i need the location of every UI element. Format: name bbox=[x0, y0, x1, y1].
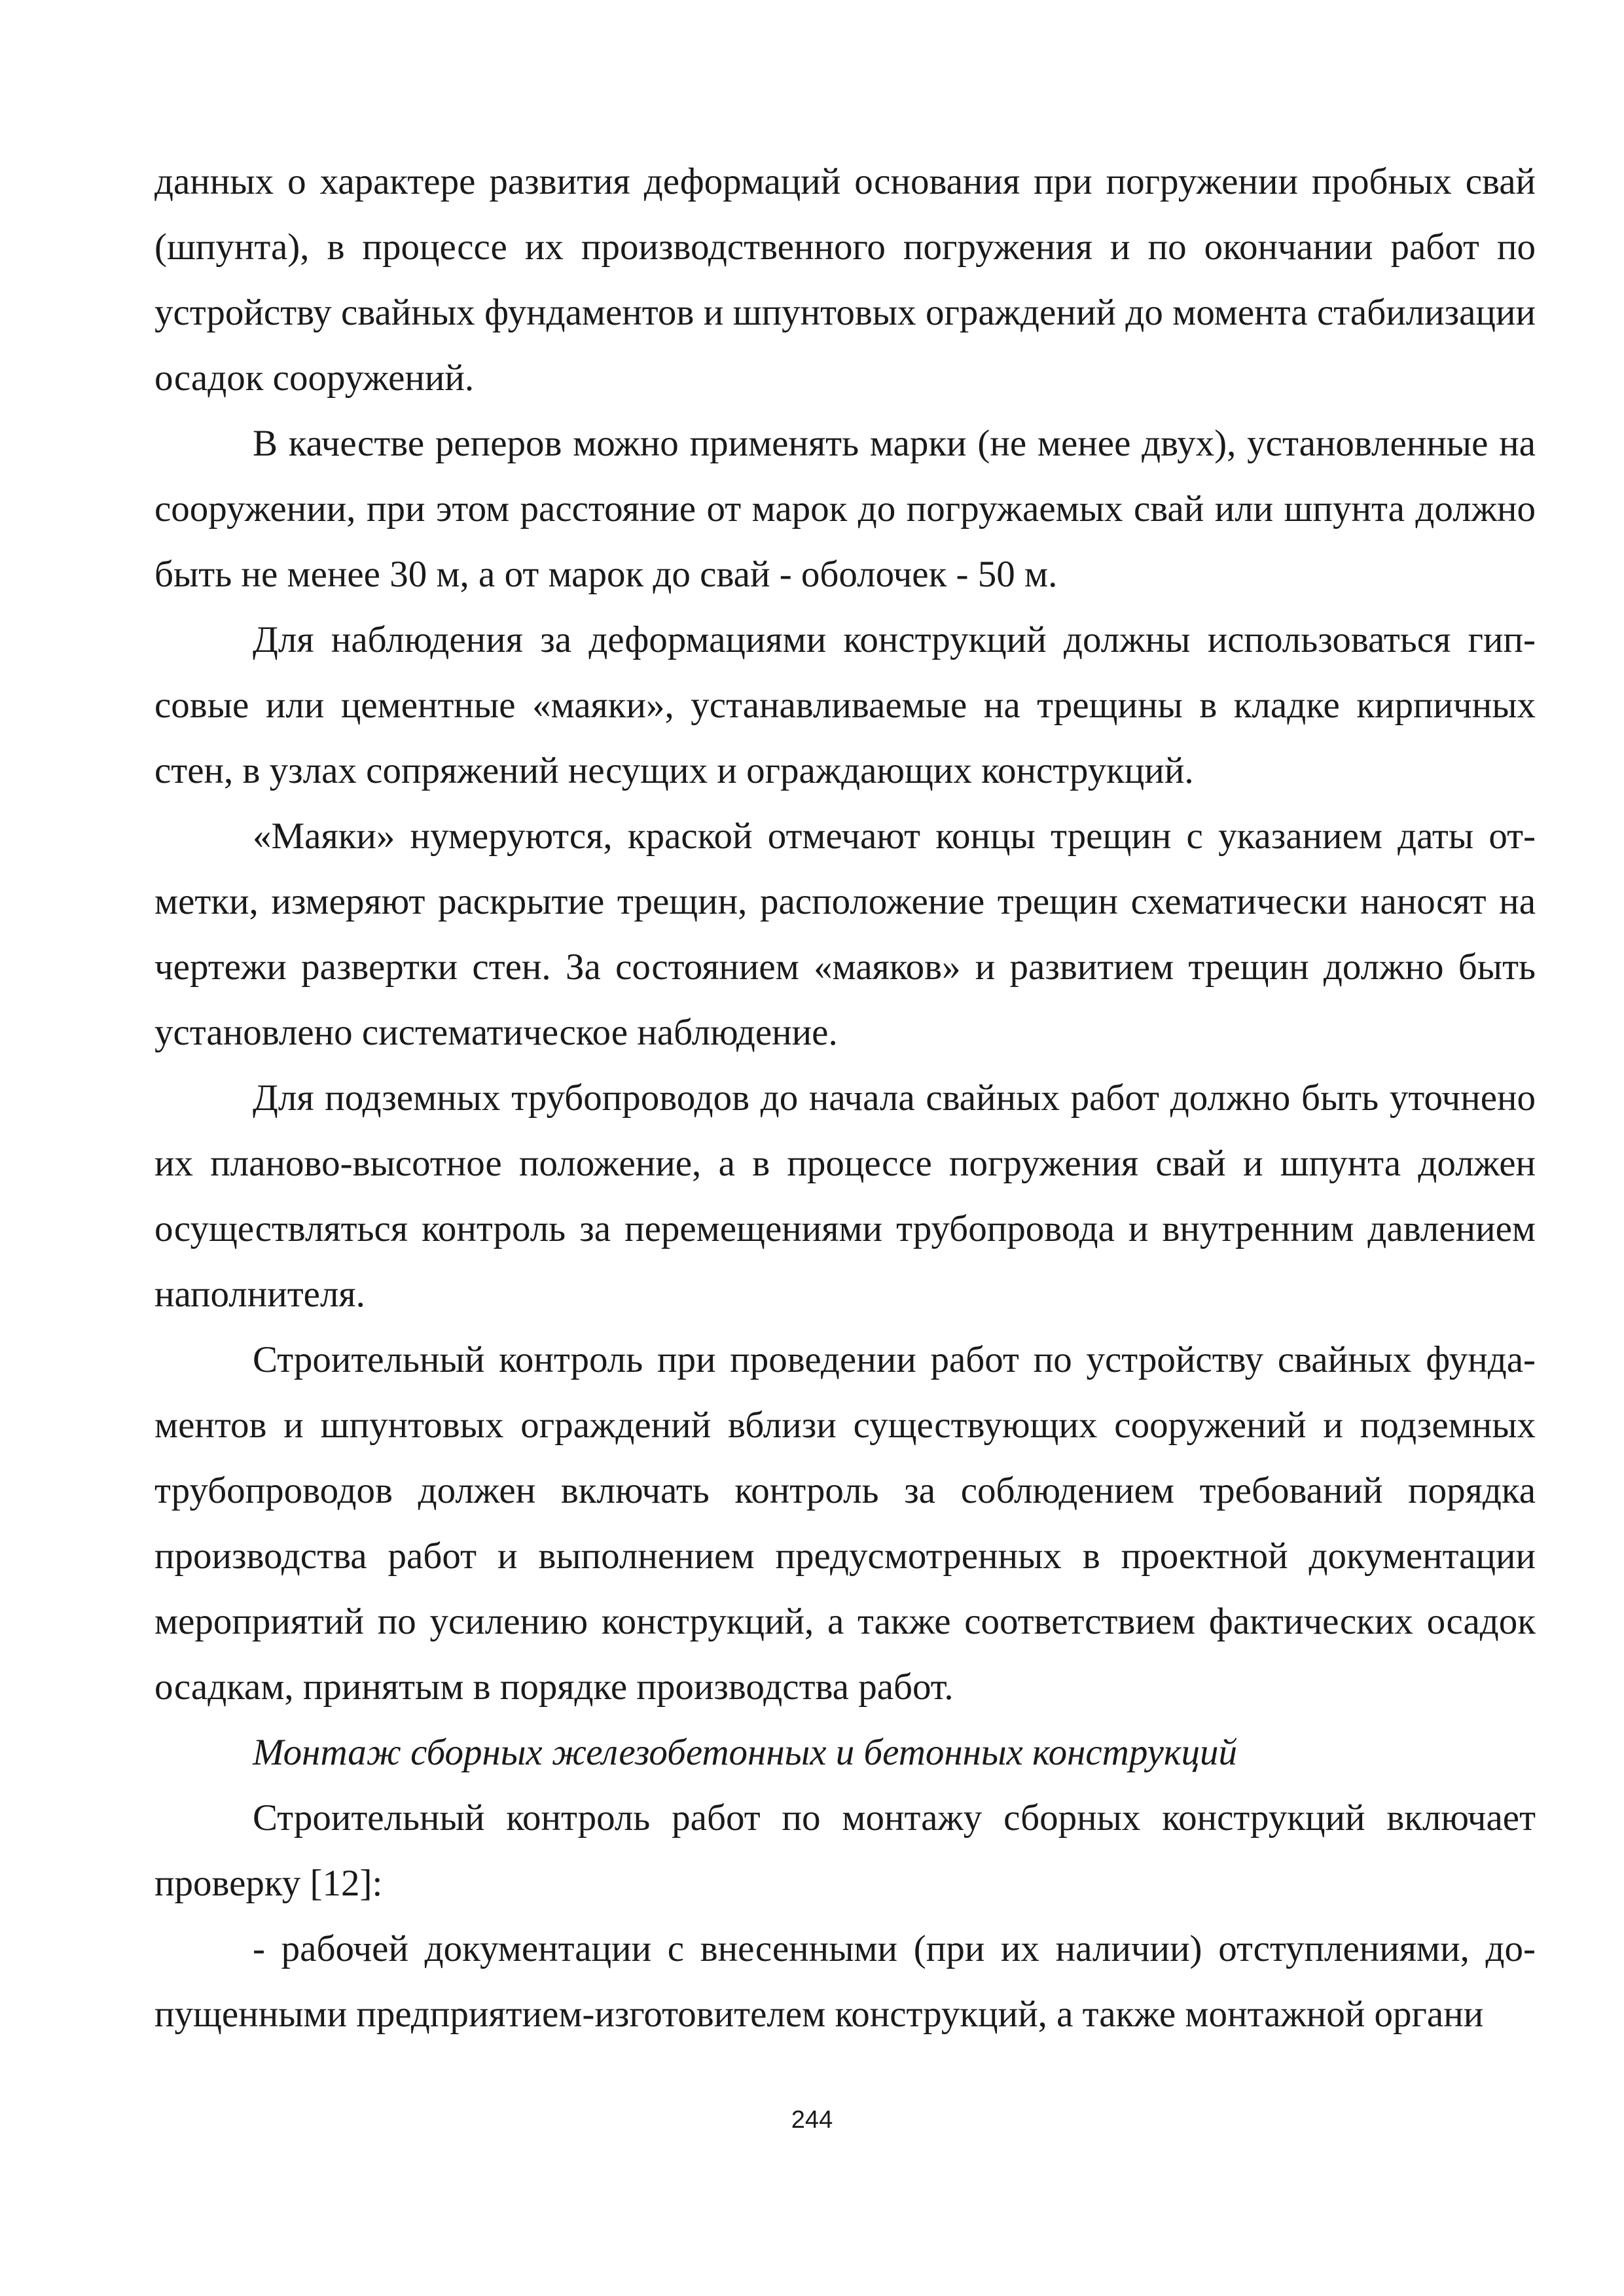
paragraph: Для наблюдения за деформациями конструкций должны использоваться гипсовые или цементные «маяки», устанавливаемые на трещины в кладке кирпичных стен, в узлах сопряжений несущих и ограждающих конструкций. bbox=[154, 619, 1536, 791]
paragraph: Строительный контроль при проведении работ по устройству свайных фундаментов и шпунтовых ограждений вблизи существующих сооружений и подземных трубопроводов должен включать контроль за соблюдением требований порядка производства работ и выполнением предусмотренных в проектной документации мероприятий по усилению конструкций, а также соответствием фактических осадок осадкам, принятым в порядке производства работ. bbox=[154, 1339, 1536, 1708]
paragraph: данных о характере развития деформаций основания при погружении пробных свай (шпунта), в процессе их производственного погружения и по окончании работ по устройству свайных фундаментов и шпунтовых ограждений до момента стабилизации осадок сооружений. bbox=[154, 161, 1536, 399]
body-text bbox=[154, 149, 1536, 2047]
section-heading: Монтаж сборных железобетонных и бетонных конструкций bbox=[253, 1732, 1238, 1773]
page-number: 244 bbox=[791, 2106, 833, 2134]
paragraph: «Маяки» нумеруются, краской отмечают концы трещин с указанием даты отметки, измеряют раскрытие трещин, расположение трещин схематически наносят на чертежи развертки стен. За состоянием «маяков» и развитием трещин должно быть установлено систематическое наблюдение. bbox=[154, 816, 1536, 1053]
paragraph: Для подземных трубопроводов до начала свайных работ должно быть уточнено их планово-высотное положение, а в процессе погружения свай и шпунта должен осуществляться контроль за перемещениями трубопровода и внутренним давлением наполнителя. bbox=[154, 1077, 1536, 1315]
paragraph: - рабочей документации с внесенными (при их наличии) отступлениями, допущенными предприятием-изготовителем конструкций, а также монтажной органи bbox=[154, 1928, 1536, 2035]
paragraph: Строительный контроль работ по монтажу сборных конструкций включает проверку [12]: bbox=[154, 1797, 1536, 1904]
paragraph: В качестве реперов можно применять марки (не менее двух), установленные на сооружении, при этом расстояние от марок до погружаемых свай или шпунта должно быть не менее 30 м, а от марок до свай - оболочек - 50 м. bbox=[154, 423, 1536, 595]
